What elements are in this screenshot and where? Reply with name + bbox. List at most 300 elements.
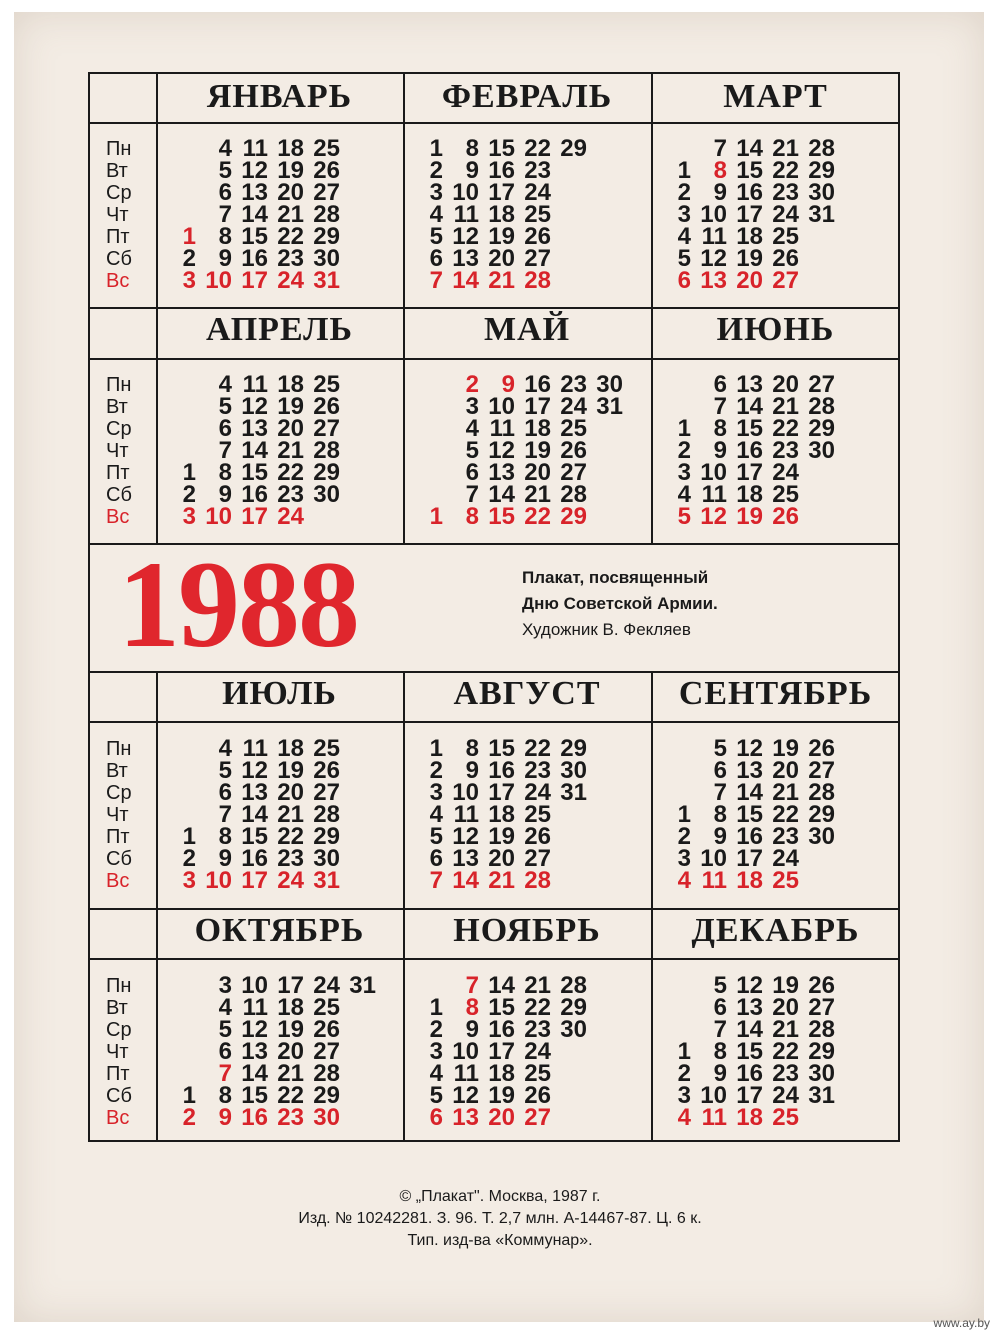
day-cell: 5 xyxy=(218,1016,232,1043)
day-cell: 28 xyxy=(313,437,340,464)
day-cell: 22 xyxy=(772,157,799,184)
day-cell: 14 xyxy=(241,801,268,828)
day-cell: 2 xyxy=(677,179,691,206)
day-cell: 6 xyxy=(677,267,691,294)
day-cell: 5 xyxy=(429,823,443,850)
day-cell: 10 xyxy=(700,1082,727,1109)
day-cell: 15 xyxy=(736,801,763,828)
day-cell: 14 xyxy=(736,1016,763,1043)
day-cell: 20 xyxy=(488,845,515,872)
day-cell: 8 xyxy=(713,157,727,184)
day-cell: 6 xyxy=(218,1038,232,1065)
divider xyxy=(90,358,898,360)
day-cell: 23 xyxy=(772,823,799,850)
year-title: 1988 xyxy=(118,536,358,673)
day-cell: 13 xyxy=(736,994,763,1021)
day-cell: 6 xyxy=(218,415,232,442)
day-cell: 22 xyxy=(277,1082,304,1109)
day-cell: 12 xyxy=(241,157,268,184)
day-cell: 21 xyxy=(277,801,304,828)
day-cell: 13 xyxy=(452,245,479,272)
day-cell: 12 xyxy=(452,223,479,250)
day-cell: 15 xyxy=(241,823,268,850)
day-cell: 4 xyxy=(677,1104,691,1131)
day-cell: 12 xyxy=(700,245,727,272)
day-cell: 11 xyxy=(701,481,727,508)
month-name: МАРТ xyxy=(723,78,828,115)
day-cell: 29 xyxy=(313,823,340,850)
day-cell: 24 xyxy=(524,1038,551,1065)
day-cell: 3 xyxy=(465,393,479,420)
day-cell: 17 xyxy=(241,503,268,530)
day-cell: 26 xyxy=(524,223,551,250)
day-cell: 22 xyxy=(277,223,304,250)
day-cell: 19 xyxy=(488,223,515,250)
day-cell: 16 xyxy=(524,371,551,398)
day-cell: 5 xyxy=(218,393,232,420)
day-cell: 1 xyxy=(677,157,691,184)
day-cell: 4 xyxy=(677,867,691,894)
day-cell: 31 xyxy=(313,867,340,894)
day-cell: 12 xyxy=(241,1016,268,1043)
day-cell: 26 xyxy=(772,503,799,530)
day-cell: 31 xyxy=(349,972,376,999)
day-cell: 30 xyxy=(808,179,835,206)
day-cell: 12 xyxy=(452,823,479,850)
month-name: ДЕКАБРЬ xyxy=(691,912,860,949)
day-cell: 13 xyxy=(241,779,268,806)
day-cell: 6 xyxy=(713,994,727,1021)
day-cell: 5 xyxy=(429,223,443,250)
day-cell: 2 xyxy=(465,371,479,398)
day-cell: 11 xyxy=(453,801,479,828)
day-cell: 14 xyxy=(241,1060,268,1087)
day-cell: 27 xyxy=(560,459,587,486)
day-cell: 27 xyxy=(524,845,551,872)
day-cell: 7 xyxy=(429,267,443,294)
day-cell: 9 xyxy=(465,1016,479,1043)
day-cell: 28 xyxy=(808,1016,835,1043)
day-cell: 25 xyxy=(313,135,340,162)
day-cell: 2 xyxy=(677,437,691,464)
day-cell: 7 xyxy=(713,393,727,420)
day-cell: 22 xyxy=(772,1038,799,1065)
day-cell: 30 xyxy=(313,845,340,872)
day-cell: 28 xyxy=(313,1060,340,1087)
day-cell: 23 xyxy=(524,757,551,784)
day-cell: 23 xyxy=(277,481,304,508)
day-cell: 17 xyxy=(736,1082,763,1109)
weekday-label: Вт xyxy=(106,160,128,182)
weekday-labels xyxy=(88,374,154,528)
day-cell: 15 xyxy=(488,735,515,762)
day-cell: 21 xyxy=(488,867,515,894)
divider xyxy=(90,307,898,309)
day-cell: 12 xyxy=(736,735,763,762)
day-cell: 27 xyxy=(772,267,799,294)
day-cell: 26 xyxy=(313,1016,340,1043)
day-cell: 4 xyxy=(218,371,232,398)
day-cell: 6 xyxy=(713,371,727,398)
day-cell: 10 xyxy=(205,267,232,294)
day-cell: 25 xyxy=(313,735,340,762)
weekday-label: Сб xyxy=(106,248,132,270)
day-cell: 27 xyxy=(808,757,835,784)
day-cell: 12 xyxy=(241,393,268,420)
day-cell: 21 xyxy=(772,393,799,420)
day-cell: 15 xyxy=(488,135,515,162)
weekday-label: Пт xyxy=(106,1063,130,1085)
day-cell: 2 xyxy=(677,1060,691,1087)
divider xyxy=(90,721,898,723)
day-cell: 22 xyxy=(524,503,551,530)
day-cell: 6 xyxy=(218,779,232,806)
day-cell: 29 xyxy=(808,1038,835,1065)
day-cell: 13 xyxy=(700,267,727,294)
day-cell: 18 xyxy=(488,801,515,828)
day-cell: 28 xyxy=(313,801,340,828)
day-cell: 23 xyxy=(772,179,799,206)
day-cell: 9 xyxy=(713,179,727,206)
day-cell: 5 xyxy=(218,157,232,184)
day-cell: 22 xyxy=(524,994,551,1021)
day-cell: 27 xyxy=(313,179,340,206)
day-cell: 8 xyxy=(465,503,479,530)
weekday-label: Ср xyxy=(106,418,132,440)
day-cell: 27 xyxy=(313,415,340,442)
day-cell: 23 xyxy=(277,1104,304,1131)
day-cell: 1 xyxy=(429,503,443,530)
day-cell: 22 xyxy=(277,459,304,486)
day-cell: 3 xyxy=(429,779,443,806)
day-cell: 23 xyxy=(524,157,551,184)
month-name: АПРЕЛЬ xyxy=(206,311,353,348)
weekday-label: Вс xyxy=(106,1107,130,1129)
day-cell: 7 xyxy=(429,867,443,894)
day-cell: 29 xyxy=(560,994,587,1021)
day-cell: 18 xyxy=(736,223,763,250)
day-cell: 5 xyxy=(218,757,232,784)
day-cell: 31 xyxy=(596,393,623,420)
day-cell: 14 xyxy=(488,972,515,999)
day-cell: 17 xyxy=(736,459,763,486)
watermark: www.ay.by xyxy=(933,1316,990,1330)
day-cell: 20 xyxy=(488,245,515,272)
weekday-label: Пт xyxy=(106,462,130,484)
day-cell: 1 xyxy=(429,135,443,162)
day-cell: 9 xyxy=(218,845,232,872)
day-cell: 16 xyxy=(736,1060,763,1087)
day-cell: 16 xyxy=(488,1016,515,1043)
day-cell: 15 xyxy=(736,1038,763,1065)
day-cell: 25 xyxy=(313,994,340,1021)
day-cell: 31 xyxy=(808,1082,835,1109)
footer-line-3: Тип. изд-ва «Коммунар». xyxy=(407,1232,593,1249)
day-cell: 29 xyxy=(560,135,587,162)
day-cell: 30 xyxy=(313,1104,340,1131)
day-cell: 22 xyxy=(772,415,799,442)
day-cell: 4 xyxy=(429,201,443,228)
day-cell: 25 xyxy=(772,867,799,894)
day-cell: 10 xyxy=(700,459,727,486)
day-cell: 12 xyxy=(488,437,515,464)
day-cell: 16 xyxy=(241,481,268,508)
day-cell: 15 xyxy=(488,994,515,1021)
day-cell: 17 xyxy=(736,845,763,872)
day-cell: 30 xyxy=(313,481,340,508)
day-cell: 20 xyxy=(524,459,551,486)
day-cell: 18 xyxy=(277,735,304,762)
day-cell: 29 xyxy=(313,223,340,250)
day-cell: 29 xyxy=(560,503,587,530)
divider xyxy=(651,671,653,1142)
day-cell: 7 xyxy=(465,972,479,999)
divider xyxy=(156,74,158,543)
day-cell: 15 xyxy=(736,415,763,442)
day-cell: 7 xyxy=(713,135,727,162)
day-cell: 19 xyxy=(277,757,304,784)
weekday-label: Пн xyxy=(106,738,132,760)
day-cell: 3 xyxy=(429,179,443,206)
footer-line-1: © „Плакат". Москва, 1987 г. xyxy=(399,1188,601,1205)
weekday-label: Чт xyxy=(106,204,129,226)
day-cell: 29 xyxy=(313,1082,340,1109)
day-cell: 17 xyxy=(488,779,515,806)
caption-line-1: Плакат, посвященный xyxy=(522,568,709,587)
day-cell: 8 xyxy=(218,823,232,850)
day-cell: 27 xyxy=(808,994,835,1021)
day-cell: 20 xyxy=(277,415,304,442)
day-cell: 8 xyxy=(713,415,727,442)
day-cell: 10 xyxy=(452,1038,479,1065)
day-cell: 28 xyxy=(560,481,587,508)
day-cell: 27 xyxy=(524,245,551,272)
day-cell: 29 xyxy=(313,459,340,486)
day-cell: 25 xyxy=(313,371,340,398)
day-cell: 12 xyxy=(452,1082,479,1109)
day-cell: 10 xyxy=(452,779,479,806)
day-cell: 5 xyxy=(677,503,691,530)
month-name: ЯНВАРЬ xyxy=(206,78,353,115)
day-cell: 27 xyxy=(313,779,340,806)
day-cell: 10 xyxy=(205,503,232,530)
weekday-labels xyxy=(88,738,154,892)
day-cell: 23 xyxy=(772,1060,799,1087)
day-cell: 19 xyxy=(277,1016,304,1043)
day-cell: 20 xyxy=(277,1038,304,1065)
day-cell: 14 xyxy=(736,135,763,162)
day-cell: 7 xyxy=(218,1060,232,1087)
weekday-label: Пт xyxy=(106,226,130,248)
day-cell: 19 xyxy=(488,1082,515,1109)
day-cell: 3 xyxy=(182,267,196,294)
day-cell: 11 xyxy=(242,994,268,1021)
weekday-label: Сб xyxy=(106,1085,132,1107)
day-cell: 26 xyxy=(560,437,587,464)
caption-line-2: Дню Советской Армии. xyxy=(522,594,718,613)
day-cell: 1 xyxy=(182,1082,196,1109)
day-cell: 28 xyxy=(808,135,835,162)
day-cell: 19 xyxy=(524,437,551,464)
day-cell: 22 xyxy=(772,801,799,828)
day-cell: 13 xyxy=(736,757,763,784)
day-cell: 4 xyxy=(677,481,691,508)
day-cell: 31 xyxy=(313,267,340,294)
day-cell: 19 xyxy=(736,245,763,272)
day-cell: 2 xyxy=(182,245,196,272)
day-cell: 19 xyxy=(488,823,515,850)
day-cell: 18 xyxy=(736,481,763,508)
day-cell: 1 xyxy=(182,823,196,850)
day-cell: 6 xyxy=(218,179,232,206)
day-cell: 9 xyxy=(218,245,232,272)
day-cell: 11 xyxy=(453,201,479,228)
day-cell: 17 xyxy=(736,201,763,228)
day-cell: 15 xyxy=(488,503,515,530)
divider xyxy=(403,671,405,1142)
day-cell: 4 xyxy=(218,135,232,162)
day-cell: 5 xyxy=(465,437,479,464)
day-cell: 20 xyxy=(488,1104,515,1131)
day-cell: 3 xyxy=(677,1082,691,1109)
weekday-label: Пн xyxy=(106,374,132,396)
day-cell: 21 xyxy=(277,437,304,464)
day-cell: 26 xyxy=(313,157,340,184)
day-cell: 18 xyxy=(488,201,515,228)
day-cell: 2 xyxy=(429,1016,443,1043)
day-cell: 14 xyxy=(241,201,268,228)
day-cell: 10 xyxy=(700,845,727,872)
day-cell: 24 xyxy=(277,867,304,894)
day-cell: 18 xyxy=(488,1060,515,1087)
day-cell: 19 xyxy=(772,972,799,999)
day-cell: 8 xyxy=(465,735,479,762)
weekday-label: Сб xyxy=(106,484,132,506)
day-cell: 9 xyxy=(501,371,515,398)
day-cell: 9 xyxy=(713,1060,727,1087)
day-cell: 3 xyxy=(182,503,196,530)
day-cell: 21 xyxy=(772,135,799,162)
day-cell: 19 xyxy=(772,735,799,762)
day-cell: 14 xyxy=(736,393,763,420)
day-cell: 11 xyxy=(701,223,727,250)
month-name: ОКТЯБРЬ xyxy=(194,912,365,949)
day-cell: 3 xyxy=(677,201,691,228)
day-cell: 13 xyxy=(452,1104,479,1131)
day-cell: 1 xyxy=(429,735,443,762)
day-cell: 21 xyxy=(772,1016,799,1043)
day-cell: 30 xyxy=(808,1060,835,1087)
day-cell: 1 xyxy=(677,1038,691,1065)
day-cell: 19 xyxy=(736,503,763,530)
day-cell: 30 xyxy=(808,823,835,850)
day-cell: 11 xyxy=(242,135,268,162)
day-cell: 8 xyxy=(218,223,232,250)
month-name: ФЕВРАЛЬ xyxy=(441,78,613,115)
day-cell: 28 xyxy=(524,867,551,894)
day-cell: 16 xyxy=(488,757,515,784)
day-cell: 21 xyxy=(524,972,551,999)
day-cell: 15 xyxy=(736,157,763,184)
day-cell: 15 xyxy=(241,223,268,250)
day-cell: 25 xyxy=(772,1104,799,1131)
day-cell: 23 xyxy=(524,1016,551,1043)
day-cell: 26 xyxy=(313,393,340,420)
day-cell: 16 xyxy=(241,845,268,872)
day-cell: 24 xyxy=(772,845,799,872)
day-cell: 7 xyxy=(713,1016,727,1043)
divider xyxy=(156,671,158,1142)
day-cell: 10 xyxy=(241,972,268,999)
day-cell: 17 xyxy=(524,393,551,420)
day-cell: 31 xyxy=(560,779,587,806)
day-cell: 21 xyxy=(277,201,304,228)
day-cell: 17 xyxy=(488,179,515,206)
month-name: ИЮЛЬ xyxy=(222,675,337,712)
day-cell: 18 xyxy=(277,371,304,398)
day-cell: 30 xyxy=(596,371,623,398)
day-cell: 24 xyxy=(313,972,340,999)
day-cell: 26 xyxy=(524,823,551,850)
weekday-labels xyxy=(88,138,154,292)
day-cell: 21 xyxy=(277,1060,304,1087)
divider xyxy=(90,908,898,910)
weekday-label: Чт xyxy=(106,440,129,462)
day-cell: 11 xyxy=(242,735,268,762)
day-cell: 14 xyxy=(241,437,268,464)
day-cell: 29 xyxy=(808,801,835,828)
day-cell: 6 xyxy=(713,757,727,784)
day-cell: 16 xyxy=(736,179,763,206)
month-name: АВГУСТ xyxy=(453,675,601,712)
weekday-label: Чт xyxy=(106,804,129,826)
day-cell: 9 xyxy=(465,157,479,184)
day-cell: 8 xyxy=(465,135,479,162)
day-cell: 11 xyxy=(489,415,515,442)
month-name: МАЙ xyxy=(483,311,571,348)
weekday-label: Ср xyxy=(106,782,132,804)
day-cell: 26 xyxy=(772,245,799,272)
day-cell: 10 xyxy=(700,201,727,228)
day-cell: 13 xyxy=(241,179,268,206)
day-cell: 21 xyxy=(772,779,799,806)
day-cell: 8 xyxy=(218,459,232,486)
divider xyxy=(403,74,405,543)
day-cell: 18 xyxy=(277,994,304,1021)
day-cell: 4 xyxy=(429,1060,443,1087)
day-cell: 28 xyxy=(808,779,835,806)
day-cell: 12 xyxy=(700,503,727,530)
day-cell: 13 xyxy=(241,1038,268,1065)
weekday-label: Пн xyxy=(106,975,132,997)
day-cell: 20 xyxy=(736,267,763,294)
weekday-label: Чт xyxy=(106,1041,129,1063)
day-cell: 11 xyxy=(701,1104,727,1131)
month-name: НОЯБРЬ xyxy=(453,912,601,949)
day-cell: 22 xyxy=(524,135,551,162)
day-cell: 4 xyxy=(465,415,479,442)
day-cell: 13 xyxy=(241,415,268,442)
day-cell: 24 xyxy=(524,779,551,806)
weekday-label: Вс xyxy=(106,870,130,892)
day-cell: 27 xyxy=(313,1038,340,1065)
day-cell: 17 xyxy=(277,972,304,999)
day-cell: 17 xyxy=(488,1038,515,1065)
day-cell: 7 xyxy=(218,201,232,228)
divider xyxy=(90,958,898,960)
day-cell: 25 xyxy=(524,801,551,828)
day-cell: 20 xyxy=(772,371,799,398)
